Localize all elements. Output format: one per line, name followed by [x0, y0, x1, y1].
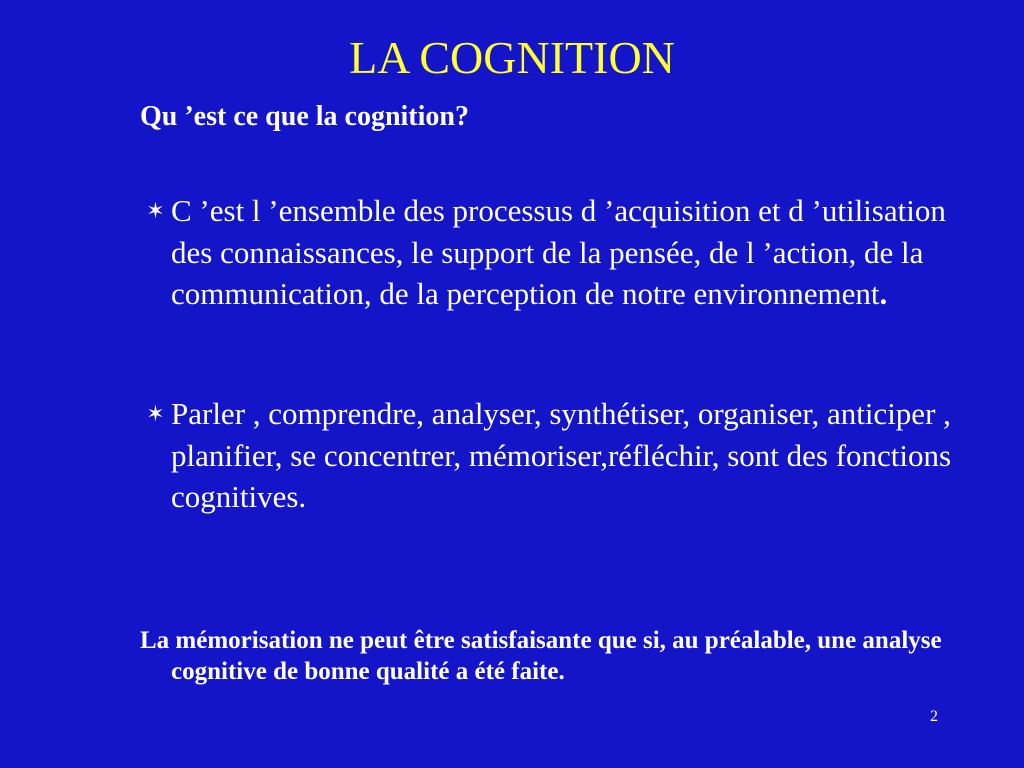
bullet-text: C ’est l ’ensemble des processus d ’acquisition et d ’utilisation des connaissances, le support de la pensée, de l ’action, de la communication, de la perception de notre environnement [171, 193, 946, 311]
page-number: 2 [930, 708, 938, 725]
slide-subtitle: Qu ’est ce que la cognition? [140, 101, 469, 132]
bullet-text: Parler , comprendre, analyser, synthétiser, organiser, anticiper , planifier, se concentrer, mémoriser,réfléchir, sont des fonctions cognitives. [171, 396, 952, 514]
bullet-end-period: . [879, 276, 888, 311]
bullet-item-functions [140, 393, 981, 518]
bullet-item-definition [140, 190, 981, 315]
star-icon: ✶ [146, 198, 165, 223]
slide-title: LA COGNITION [349, 32, 675, 83]
closing-note: La mémorisation ne peut être satisfaisante que si, au préalable, une analyse cognitive de bonne qualité a été faite. [140, 627, 942, 685]
star-icon: ✶ [146, 401, 165, 426]
